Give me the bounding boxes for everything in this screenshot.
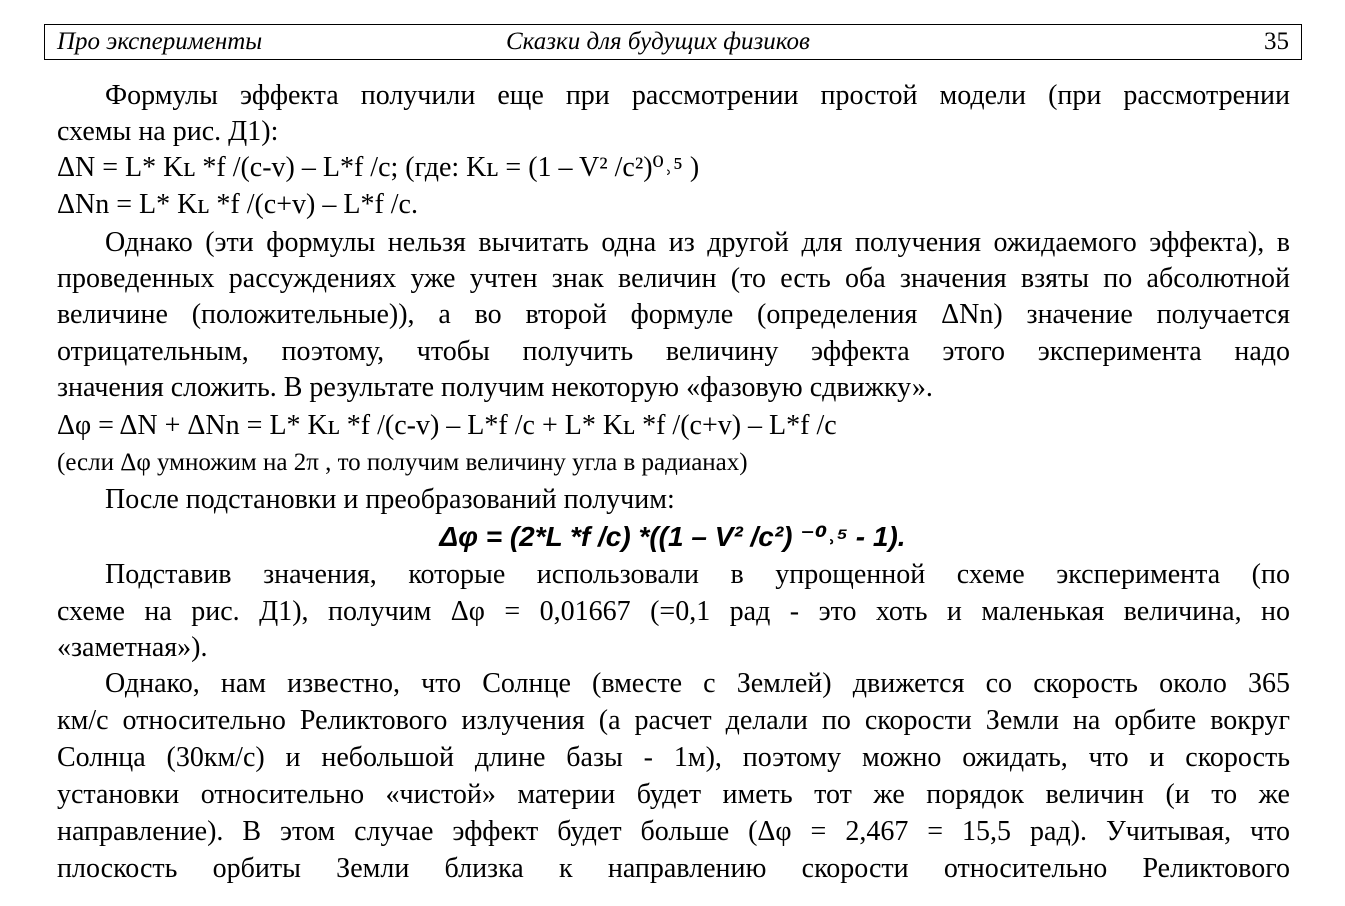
text-line: значения сложить. В результате получим некоторую «фазовую сдвижку». [57, 372, 933, 403]
page-number: 35 [1264, 28, 1289, 55]
text-line: схемы на рис. Д1): [57, 116, 279, 147]
text-line: схеме на рис. Д1), получим Δφ = 0,01667 (=0,1 рад - это хоть и маленькая величина, но [57, 596, 1290, 627]
text-line: Подставив значения, которые использовали в упрощенной схеме эксперимента (по [105, 559, 1290, 590]
text-line: Солнца (30км/с) и небольшой длине базы - 1м), поэтому можно ожидать, что и скорость [57, 742, 1290, 773]
text-line: км/с относительно Реликтового излучения (а расчет делали по скорости Земли на орбите вокруг [57, 705, 1290, 736]
text-line: отрицательным, поэтому, чтобы получить величину эффекта этого эксперимента надо [57, 336, 1290, 367]
header-section-title: Про эксперименты [57, 28, 263, 55]
text-line: проведенных рассуждениях уже учтен знак величин (то есть оба значения взяты по абсолютной [57, 263, 1290, 294]
running-header [44, 24, 1302, 60]
formula-line: ΔNn = L* Kʟ *f /(c+v) – L*f /c. [57, 189, 418, 220]
formula-line: Δφ = ΔN + ΔNn = L* Kʟ *f /(c-v) – L*f /c + L* Kʟ *f /(c+v) – L*f /c [57, 410, 837, 441]
text-line: (если Δφ умножим на 2π , то получим величину угла в радианах) [57, 449, 748, 476]
formula-line: ΔN = L* Kʟ *f /(c-v) – L*f /c; (где: Kʟ = (1 – V² /c²)⁰˒⁵ ) [57, 152, 700, 183]
formula-main: Δφ = (2*L *f /c) *((1 – V² /c²) ⁻⁰˒⁵ - 1). [439, 521, 906, 552]
text-line: величине (положительные)), а во второй формуле (определения ΔNn) значение получается [57, 299, 1290, 330]
text-line: Однако, нам известно, что Солнце (вместе с Землей) движется со скорость около 365 [105, 668, 1290, 699]
text-line: «заметная»). [57, 632, 208, 663]
header-book-title: Сказки для будущих физиков [506, 28, 810, 55]
text-line: плоскость орбиты Земли близка к направлению скорости относительно Реликтового [57, 853, 1290, 884]
text-line: направление). В этом случае эффект будет больше (Δφ = 2,467 = 15,5 рад). Учитывая, что [57, 816, 1290, 847]
text-line: Однако (эти формулы нельзя вычитать одна из другой для получения ожидаемого эффекта), в [105, 227, 1290, 258]
text-line: установки относительно «чистой» материи будет иметь тот же порядок величин (и то же [57, 779, 1290, 810]
text-line: Формулы эффекта получили еще при рассмотрении простой модели (при рассмотрении [105, 80, 1290, 111]
text-line: После подстановки и преобразований получим: [105, 484, 675, 515]
